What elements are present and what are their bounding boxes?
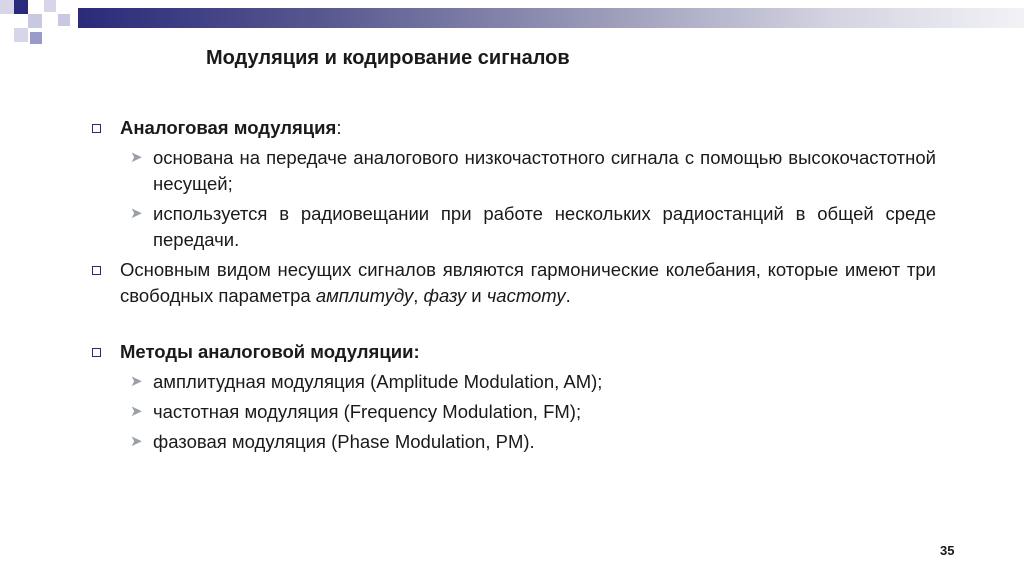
end-punct: . [565, 285, 571, 306]
carriers-text: Основным видом несущих сигналов являются гармонические колебания, которые имеют три свободных параметра [120, 259, 936, 306]
decorative-squares [0, 0, 80, 50]
analog-label-suffix: : [336, 117, 342, 138]
decor-square [58, 14, 70, 26]
param-phase: фазу [423, 285, 467, 306]
page-number: 35 [940, 543, 955, 558]
slide-title: Модуляция и кодирование сигналов [206, 47, 570, 69]
decor-square [28, 14, 42, 28]
arrow-bullet-icon: ➤ [130, 433, 143, 450]
param-frequency: частоту [486, 285, 566, 306]
header-band [0, 0, 1024, 50]
sub-bullet-item [86, 429, 936, 455]
bullet-analog-modulation [86, 115, 936, 141]
sep: и [466, 285, 487, 306]
sub-bullet-item [86, 369, 936, 395]
decor-square [44, 0, 56, 12]
sub-bullet-item [86, 201, 936, 253]
decor-square [14, 28, 28, 42]
arrow-bullet-icon: ➤ [130, 205, 143, 222]
arrow-bullet-icon: ➤ [130, 149, 143, 166]
bullet-carrier-signals [86, 257, 936, 309]
decor-square [14, 0, 28, 14]
arrow-bullet-icon: ➤ [130, 373, 143, 390]
sub-bullet-text: фазовая модуляция (Phase Modulation, PM). [153, 431, 535, 452]
square-bullet-icon [92, 348, 101, 357]
sub-bullet-text: основана на передаче аналогового низкочастотного сигнала с помощью высокочастотной несущей; [153, 147, 936, 194]
sub-bullet-text: амплитудная модуляция (Amplitude Modulation, AM); [153, 371, 603, 392]
header-gradient-bar [78, 8, 1024, 28]
param-amplitude: амплитуду [315, 285, 414, 306]
decor-square [30, 32, 42, 44]
sub-bullet-item [86, 145, 936, 197]
sub-bullet-item [86, 399, 936, 425]
methods-label: Методы аналоговой модуляции: [120, 341, 420, 362]
sub-bullet-text: частотная модуляция (Frequency Modulation, FM); [153, 401, 582, 422]
analog-label: Аналоговая модуляция [120, 117, 337, 138]
bullet-methods [86, 339, 936, 365]
decor-square [0, 0, 14, 14]
square-bullet-icon [92, 266, 101, 275]
arrow-bullet-icon: ➤ [130, 403, 143, 420]
slide-content [86, 115, 936, 455]
square-bullet-icon [92, 124, 101, 133]
sub-bullet-text: используется в радиовещании при работе нескольких радиостанций в общей среде передачи. [153, 203, 936, 250]
sep: , [413, 285, 424, 306]
